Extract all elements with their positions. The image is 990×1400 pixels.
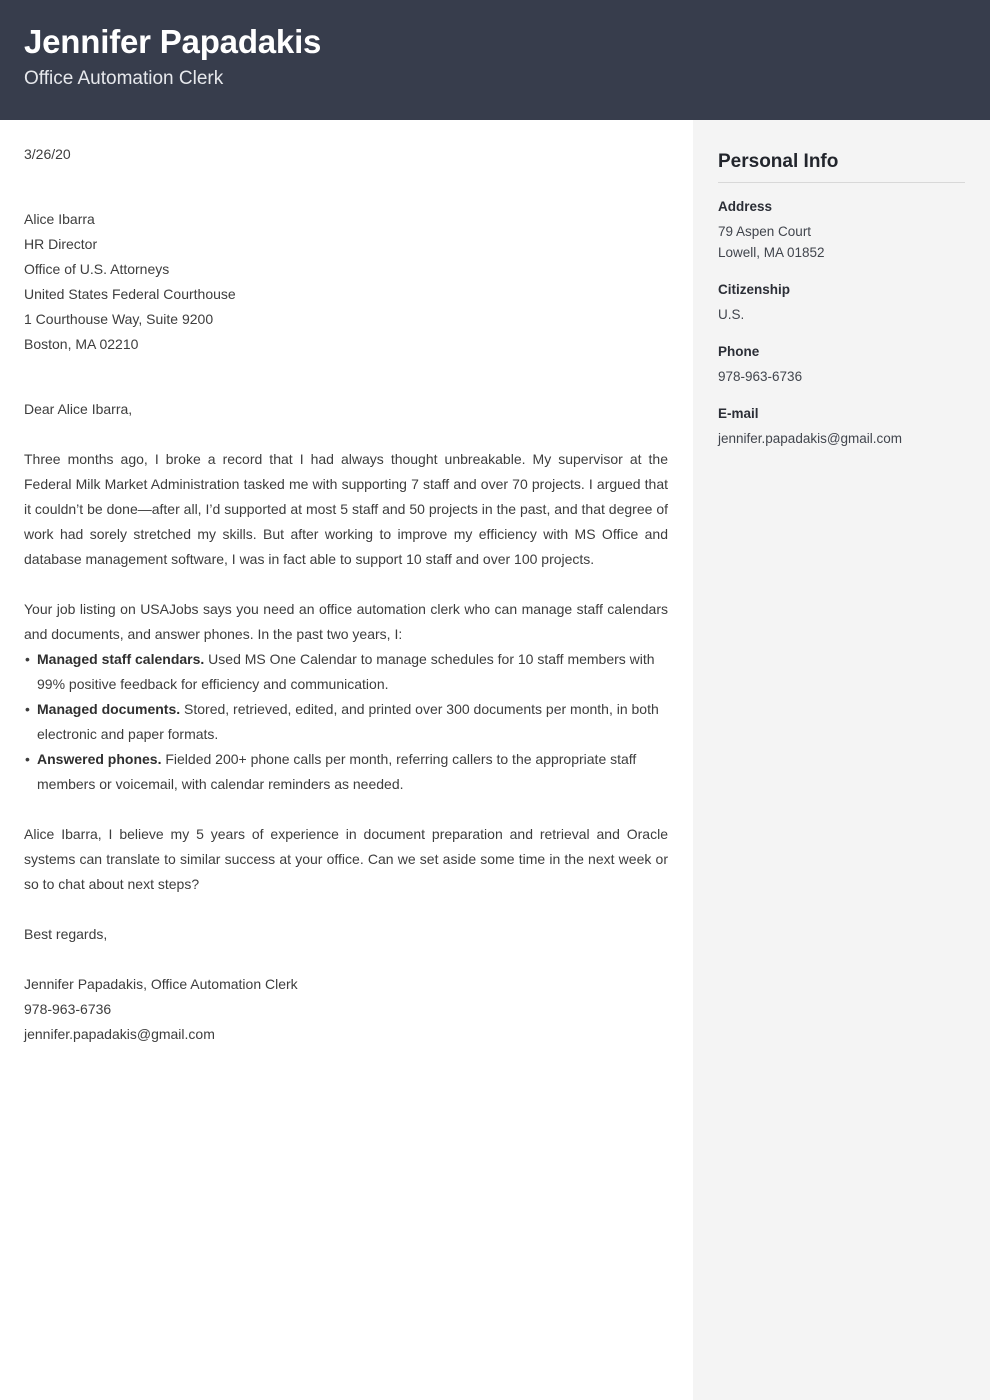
achievement-bullet-list [24, 647, 668, 797]
letter-salutation: Dear Alice Ibarra, [24, 401, 133, 417]
bullet-text: Stored, retrieved, edited, and printed over 300 documents per month, in both electronic and paper formats. [37, 701, 659, 742]
recipient-address-block [24, 207, 668, 357]
letter-body-columns [0, 120, 990, 1400]
letter-paragraph-3: Alice Ibarra, I believe my 5 years of experience in document preparation and retrieval and Oracle systems can translate to similar success at your office. Can we set aside some time in the next week or so to chat about next steps? [24, 826, 668, 892]
info-block-address [718, 197, 965, 263]
letter-paragraph-1: Three months ago, I broke a record that I had always thought unbreakable. My supervisor at the Federal Milk Market Administration tasked me with supporting 7 staff and over 70 projects. I argued that it couldn’t be done—after all, I’d supported at most 5 staff and 50 projects in the past, and that degree of work had sorely stretched my skills. But after working to improve my efficiency with MS Office and database management software, I was in fact able to support 10 staff and over 100 projects. [24, 451, 668, 567]
personal-info-sidebar [693, 120, 990, 1400]
bullet-text: Used MS One Calendar to manage schedules for 10 staff members with 99% positive feedback for efficiency and communication. [37, 651, 655, 692]
letter-paragraph-2: Your job listing on USAJobs says you need an office automation clerk who can manage staff calendars and documents, and answer phones. In the past two years, I: [24, 601, 668, 642]
recipient-line: 1 Courthouse Way, Suite 9200 [24, 311, 214, 327]
bullet-text: Fielded 200+ phone calls per month, referring callers to the appropriate staff members or voicemail, with calendar reminders as needed. [37, 751, 637, 792]
recipient-line: Boston, MA 02210 [24, 336, 139, 352]
info-value: 79 Aspen Court [718, 224, 812, 239]
letter-date: 3/26/20 [24, 146, 71, 162]
info-value: 978-963-6736 [718, 369, 803, 384]
info-label: Citizenship [718, 282, 791, 297]
info-label: Phone [718, 344, 760, 359]
list-item [24, 747, 668, 797]
sidebar-heading-divider [718, 182, 965, 183]
info-label: E-mail [718, 406, 759, 421]
info-block-phone [718, 342, 965, 387]
signature-phone: 978-963-6736 [24, 1001, 112, 1017]
recipient-line: United States Federal Courthouse [24, 286, 236, 302]
signature-email: jennifer.papadakis@gmail.com [24, 1026, 215, 1042]
sidebar-heading: Personal Info [718, 151, 839, 172]
info-value: jennifer.papadakis@gmail.com [718, 431, 903, 446]
list-item [24, 697, 668, 747]
info-value: U.S. [718, 307, 745, 322]
applicant-job-title: Office Automation Clerk [24, 68, 224, 89]
signature-name-title: Jennifer Papadakis, Office Automation Clerk [24, 976, 298, 992]
applicant-name: Jennifer Papadakis [24, 23, 322, 60]
info-value: Lowell, MA 01852 [718, 245, 825, 260]
recipient-line: Office of U.S. Attorneys [24, 261, 170, 277]
bullet-lead-in: Managed documents. [37, 701, 181, 717]
recipient-line: HR Director [24, 236, 98, 252]
list-item [24, 647, 668, 697]
letter-main-column [0, 120, 693, 1400]
signature-block [24, 972, 668, 1047]
info-label: Address [718, 199, 773, 214]
letter-closing: Best regards, [24, 926, 108, 942]
bullet-lead-in: Managed staff calendars. [37, 651, 205, 667]
info-block-email [718, 404, 965, 449]
recipient-line: Alice Ibarra [24, 211, 95, 227]
letter-header [0, 0, 990, 120]
info-block-citizenship [718, 280, 965, 325]
bullet-lead-in: Answered phones. [37, 751, 162, 767]
